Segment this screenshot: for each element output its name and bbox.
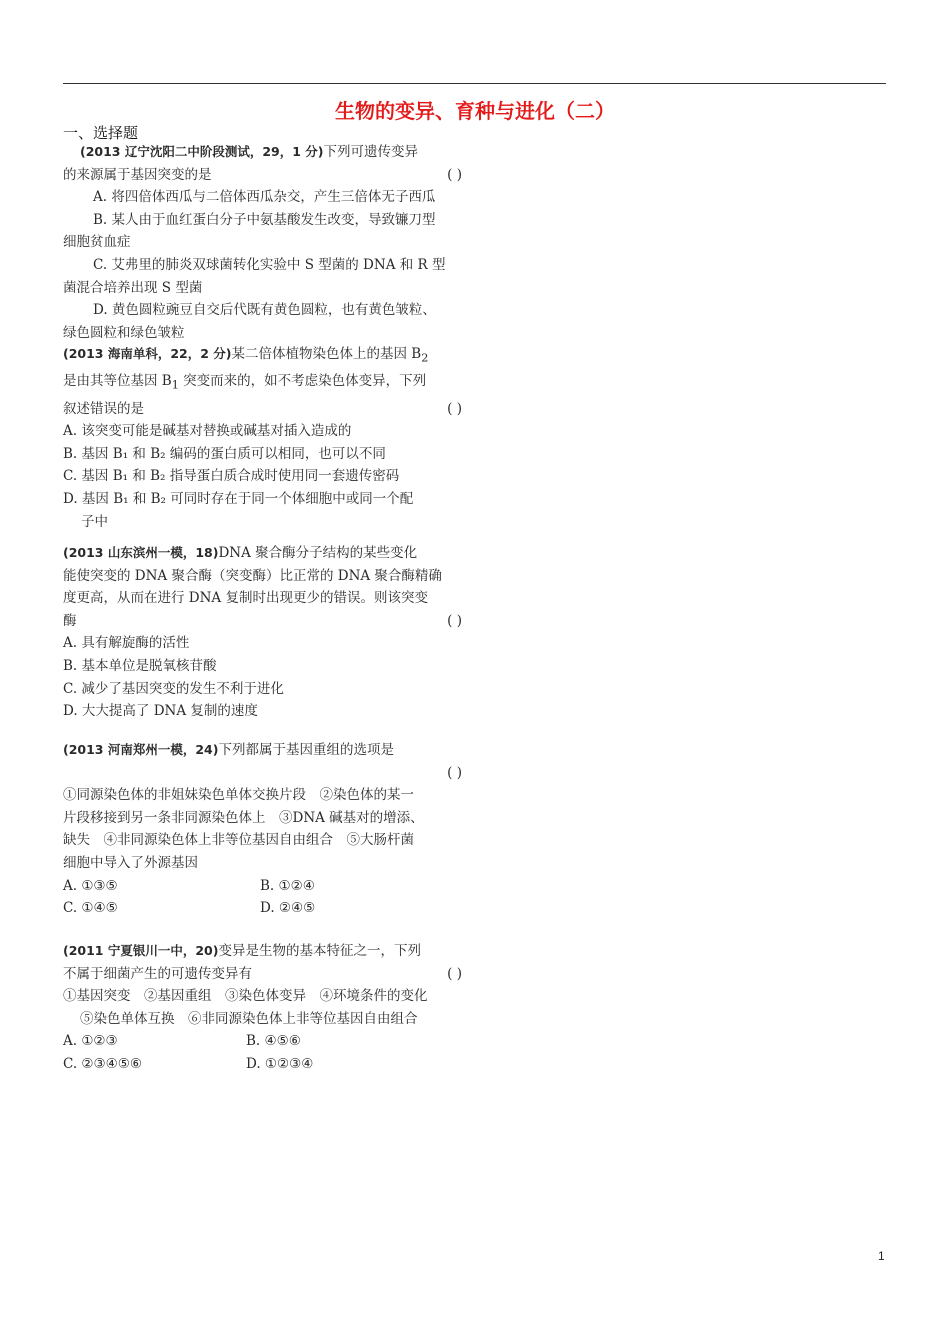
question-body: 缺失 ④非同源染色体上非等位基因自由组合 ⑤大肠杆菌: [63, 832, 414, 849]
question-stem: 下列都属于基因重组的选项是: [218, 742, 394, 758]
option-a: A. ①③⑤: [63, 877, 118, 894]
question-source: (2011 宁夏银川一中，20): [63, 943, 219, 958]
question-stem: DNA 聚合酶分子结构的某些变化: [218, 545, 418, 561]
answer-parentheses: ( ): [447, 400, 462, 417]
option-a: A. ①②③: [63, 1033, 118, 1050]
question-source: (2013 辽宁沈阳二中阶段测试，29，1 分): [80, 144, 324, 159]
answer-parentheses: ( ): [447, 166, 462, 183]
question-5: [63, 940, 468, 1076]
answer-parentheses: ( ): [447, 764, 462, 781]
option-b-cont: 细胞贫血症: [63, 234, 131, 251]
option-c-cont: 菌混合培养出现 S 型菌: [63, 279, 203, 296]
option-c: C. ①④⑤: [63, 900, 118, 917]
question-stem: 某二倍体植物染色体上的基因 B: [231, 346, 422, 362]
question-source: (2013 山东滨州一模，18): [63, 545, 219, 560]
section-heading: 一、选择题: [63, 124, 139, 142]
option-d-cont: 子中: [81, 513, 108, 530]
question-source: (2013 河南郑州一模，24): [63, 742, 219, 757]
question-stem: 叙述错误的是: [63, 400, 144, 417]
option-c: C. ②③④⑤⑥: [63, 1055, 142, 1072]
question-stem: 不属于细菌产生的可遗传变异有: [63, 965, 252, 982]
question-body: ①基因突变 ②基因重组 ③染色体变异 ④环境条件的变化: [63, 988, 428, 1005]
subscript: 2: [421, 351, 429, 365]
option-d: D. 大大提高了 DNA 复制的速度: [63, 703, 258, 720]
option-b: B. 基本单位是脱氧核苷酸: [63, 657, 217, 674]
question-body: 片段移接到另一条非同源染色体上 ③DNA 碱基对的增添、: [63, 809, 424, 826]
question-stem: 突变而来的，如不考虑染色体变异，下列: [178, 373, 427, 390]
page-title: 生物的变异、育种与进化（二）: [335, 99, 615, 123]
question-stem: 酶: [63, 612, 77, 629]
question-source: (2013 海南单科，22，2 分): [63, 346, 232, 361]
option-d: D. 黄色圆粒豌豆自交后代既有黄色圆粒，也有黄色皱粒、: [93, 302, 436, 319]
option-a: A. 将四倍体西瓜与二倍体西瓜杂交，产生三倍体无子西瓜: [93, 189, 436, 206]
subscript: 1: [171, 378, 179, 392]
answer-parentheses: ( ): [447, 965, 462, 982]
option-b: B. 某人由于血红蛋白分子中氨基酸发生改变，导致镰刀型: [93, 211, 436, 228]
option-b: B. ④⑤⑥: [246, 1033, 301, 1050]
option-b: B. ①②④: [260, 877, 315, 894]
option-b: B. 基因 B₁ 和 B₂ 编码的蛋白质可以相同，也可以不同: [63, 445, 386, 462]
question-2: [63, 343, 468, 533]
question-stem: 是由其等位基因 B: [63, 373, 172, 390]
question-stem: 变异是生物的基本特征之一，下列: [218, 943, 421, 959]
option-d: D. ①②③④: [246, 1055, 314, 1072]
question-body: ①同源染色体的非姐妹染色单体交换片段 ②染色体的某一: [63, 787, 414, 804]
question-stem: 度更高，从而在进行 DNA 复制时出现更少的错误。则该突变: [63, 590, 428, 607]
question-body: 细胞中导入了外源基因: [63, 854, 198, 871]
header-rule: [63, 83, 886, 84]
option-d-cont: 绿色圆粒和绿色皱粒: [63, 324, 185, 341]
question-1: [63, 141, 468, 344]
option-d: D. ②④⑤: [260, 900, 316, 917]
question-4: [63, 739, 468, 920]
question-stem: 的来源属于基因突变的是: [63, 166, 212, 183]
option-c: C. 基因 B₁ 和 B₂ 指导蛋白质合成时使用同一套遗传密码: [63, 468, 400, 485]
question-3: [63, 542, 468, 723]
question-body: ⑤染色单体互换 ⑥非同源染色体上非等位基因自由组合: [80, 1010, 418, 1027]
page-number: 1: [878, 1249, 885, 1263]
answer-parentheses: ( ): [447, 612, 462, 629]
question-stem: 下列可遗传变异: [323, 144, 419, 160]
option-c: C. 艾弗里的肺炎双球菌转化实验中 S 型菌的 DNA 和 R 型: [93, 256, 446, 273]
option-a: A. 具有解旋酶的活性: [63, 635, 190, 652]
option-d: D. 基因 B₁ 和 B₂ 可同时存在于同一个体细胞中或同一个配: [63, 490, 414, 507]
option-a: A. 该突变可能是碱基对替换或碱基对插入造成的: [63, 423, 352, 440]
question-stem: 能使突变的 DNA 聚合酶（突变酶）比正常的 DNA 聚合酶精确: [63, 567, 442, 584]
option-c: C. 减少了基因突变的发生不利于进化: [63, 680, 284, 697]
